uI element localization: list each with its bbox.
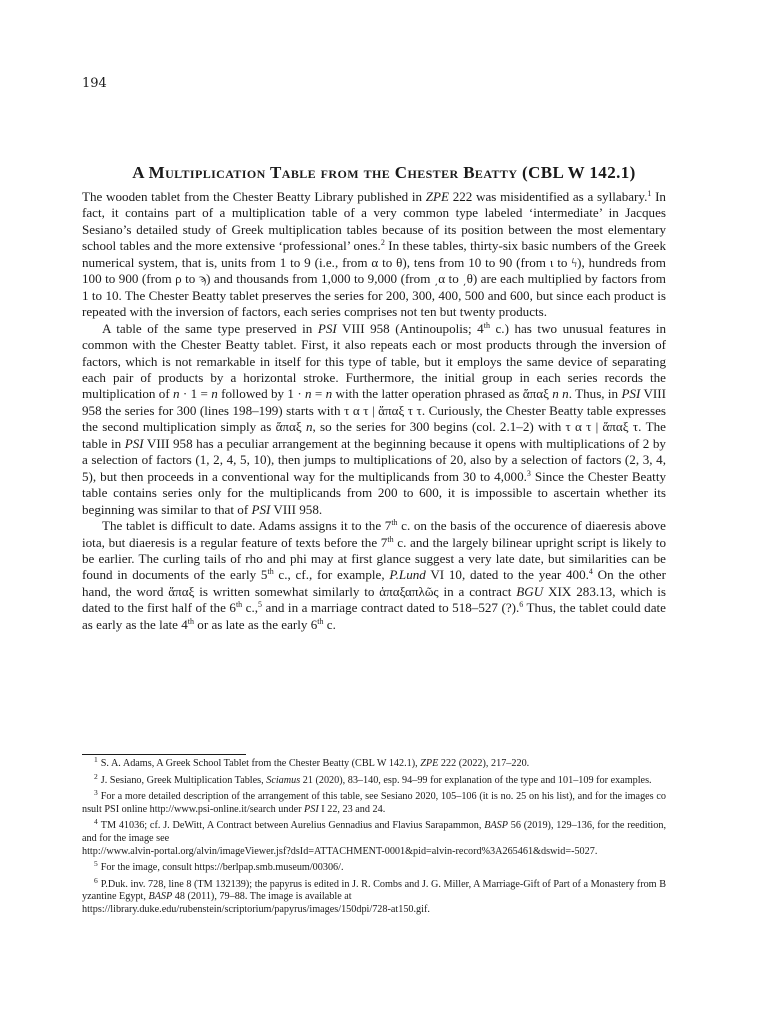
italic-text: n [211, 386, 218, 402]
text-run: 21 (2020), 83–140, esp. 94–99 for explanation of the type and 101–109 for examples. [300, 774, 652, 786]
footnote-marker: 1 [94, 755, 98, 764]
footnote-url: https://library.duke.edu/rubenstein/scriptorium/papyrus/images/150dpi/728-at150.gif. [82, 903, 430, 915]
footnote-rule [82, 754, 246, 755]
italic-text: P.Lund [389, 567, 426, 583]
superscript: 5 [258, 600, 263, 610]
italic-text: PSI [621, 386, 641, 402]
italic-text: PSI [317, 320, 337, 336]
text-run: c. on the basis of the occurence of diaeresis above iota, but diaeresis is a regular feature of texts before the 7 [82, 518, 666, 550]
text-run: 48 (2011), 79–88. The image is available at [172, 891, 352, 903]
footnote [82, 859, 666, 875]
text-run: 222 (2022), 217–220. [438, 758, 530, 769]
text-run: XIX 283.13, which is dated to the first half of the 6 [82, 583, 666, 616]
text-run: The wooden tablet from the Chester Beatty Library published in [82, 189, 426, 204]
text-run: For the image, consult https://berlpap.smb.museum/00306/. [100, 862, 344, 874]
text-run: c. and the largely bilinear upright script is likely to be earlier. The curling tails of rho and phi may at first glance suggest a very late date, but similarities can be found in documents of the early 5 [82, 534, 666, 583]
italic-text: ZPE [420, 758, 439, 769]
italic-text: Sciamus [266, 774, 301, 786]
italic-text: n n [552, 386, 569, 402]
body-paragraph [82, 189, 666, 321]
superscript: 2 [380, 238, 385, 248]
footnote-marker: 2 [94, 771, 98, 781]
text-run: I 22, 23 and 24. [318, 803, 386, 815]
text-run: On the other hand, the word ἅπαξ is written somewhat similarly to ἁπαξαπλῶς in a contract [82, 567, 666, 599]
footnote-marker: 5 [94, 859, 98, 869]
text-run: For a more detailed description of the arrangement of this table, see Sesiano 2020, 105–106 (it is no. 25 on his list), and for the images consult PSI online http://www.psi-online.it/search under [82, 791, 666, 815]
text-run: VIII 958 (Antinoupolis; 4 [336, 320, 484, 336]
text-run: . Thus, in [568, 386, 622, 402]
footnote-url: http://www.alvin-portal.org/alvin/imageViewer.jsf?dsId=ATTACHMENT-0001&pid=alvin-record%3A265461&dswid=-5027. [82, 845, 598, 857]
superscript: th [267, 567, 274, 577]
text-run: , so the series for 300 begins (col. 2.1–2) with τ α τ | ἅπαξ τ. The table in [82, 419, 666, 451]
text-run: 222 was misidentified as a syllabary. [449, 189, 648, 204]
superscript: 1 [647, 189, 652, 198]
superscript: th [387, 534, 394, 544]
footnote-marker: 4 [94, 817, 98, 827]
text-run: VIII 958 the series for 300 (lines 198–199) starts with τ α τ | ἅπαξ τ τ. Curiously, the Chester Beatty table expresses the second multiplication simply as ἅπαξ [82, 386, 666, 435]
text-run: c., cf., for example, [273, 567, 390, 583]
text-run: c. [323, 616, 336, 632]
italic-text: n [305, 419, 313, 435]
text-run: VI 10, dated to the year 400. [425, 567, 589, 583]
text-run: or as late as the early 6 [194, 616, 318, 632]
footnote-marker: 3 [94, 788, 98, 798]
text-run: and in a marriage contract dated to 518–527 (?). [262, 600, 520, 616]
italic-text: BGU [516, 583, 544, 599]
footnote [82, 817, 666, 858]
footnote [82, 875, 666, 917]
body-text [82, 189, 666, 633]
footnote [82, 788, 666, 816]
italic-text: PSI [304, 803, 319, 815]
body-paragraph [82, 321, 666, 518]
text-run: In these tables, thirty-six basic numbers of the Greek numerical system, that is, units from 1 to 9 (i.e., from α to θ), tens from 10 to 90 (from ι to ϟ), hundreds from 100 to 900 (from ρ to ϡ) and thousands from 1,000 to 9,000 (from ͵α to ͵θ) are each multiplied by factors from 1 to 10. The Chester Beatty tablet preserves the series for 200, 300, 400, 500 and 600, but since each product is repeated with the inversion of factors, each series comprises not ten but twenty products. [82, 238, 667, 320]
text-run: A table of the same type preserved in [102, 320, 318, 336]
footnotes [82, 754, 666, 921]
footnote [82, 755, 666, 771]
footnote-list [82, 755, 666, 917]
superscript: th [483, 320, 490, 330]
page-number: 194 [82, 76, 107, 91]
body-paragraph [82, 518, 666, 633]
text-run: c., [242, 600, 259, 616]
italic-text: n [173, 386, 180, 402]
text-run: J. Sesiano, Greek Multiplication Tables, [100, 774, 267, 786]
italic-text: ZPE [425, 189, 450, 204]
text-run: 56 (2019), 129–136, for the reedition, and for the image see [82, 820, 666, 844]
text-run: VIII 958 has a peculiar arrangement at the beginning because it opens with multiplications of 2 by a selection of factors (1, 2, 4, 5, 10), then jumps to multiplications of 20, also by a selection of factors (2, 3, 4, 5), but then proceeds in a conventional way for the multiplicands from 30 to 4,000. [82, 435, 666, 484]
superscript: th [391, 518, 398, 528]
text-run: VIII 958. [270, 501, 323, 517]
superscript: 4 [588, 567, 593, 577]
text-run: Since the Chester Beatty table contains series only for the multiplicands from 200 to 600, it is impossible to ascertain whether its beginning was similar to that of [82, 468, 666, 517]
text-run: S. A. Adams, A Greek School Tablet from the Chester Beatty (CBL W 142.1), [100, 758, 421, 769]
text-run: · 1 = [179, 386, 212, 402]
italic-text: BASP [148, 891, 173, 903]
text-run: = [311, 386, 326, 402]
text-run: with the latter operation phrased as ἅπαξ [332, 386, 553, 402]
text-run: followed by 1 · [217, 386, 306, 402]
superscript: th [187, 616, 195, 626]
footnote [82, 771, 666, 788]
italic-text: PSI [124, 435, 144, 451]
superscript: th [235, 600, 243, 610]
italic-text: n [325, 386, 333, 402]
superscript: 3 [526, 468, 531, 478]
superscript: th [317, 616, 324, 626]
article-title: A Multiplication Table from the Chester Beatty (CBL W 142.1) [132, 163, 636, 183]
footnote-marker: 6 [94, 875, 98, 885]
text-run: The tablet is difficult to date. Adams assigns it to the 7 [102, 518, 392, 534]
text-run: In fact, it contains part of a multiplication table of a very common type labeled ‘intermediate’ in Jacques Sesiano’s detailed study of Greek multiplication tables because of its position between the most elementary school tables and the more extensive ‘professional’ ones. [82, 189, 666, 254]
superscript: 6 [519, 600, 524, 610]
text-run: TM 41036; cf. J. DeWitt, A Contract between Aurelius Gennadius and Flavius Sarapammon, [100, 820, 485, 832]
text-run: Thus, the tablet could date as early as the late 4 [82, 600, 666, 632]
text-run: c.) has two unusual features in common with the Chester Beatty tablet. First, it also repeats each or most products through the inversion of factors, which is not remarkable in itself for this type of table, but it employs the same device of separating each pair of products by a horizontal stroke. Furthermore, the initial group in each series records the multiplication of [82, 320, 667, 402]
italic-text: BASP [484, 820, 508, 832]
italic-text: PSI [251, 501, 271, 517]
italic-text: n [305, 386, 312, 402]
text-run: P.Duk. inv. 728, line 8 (TM 132139); the papyrus is edited in J. R. Combs and J. G. Miller, A Marriage-Gift of Part of a Monastery from Byzantine Egypt, [82, 878, 666, 903]
